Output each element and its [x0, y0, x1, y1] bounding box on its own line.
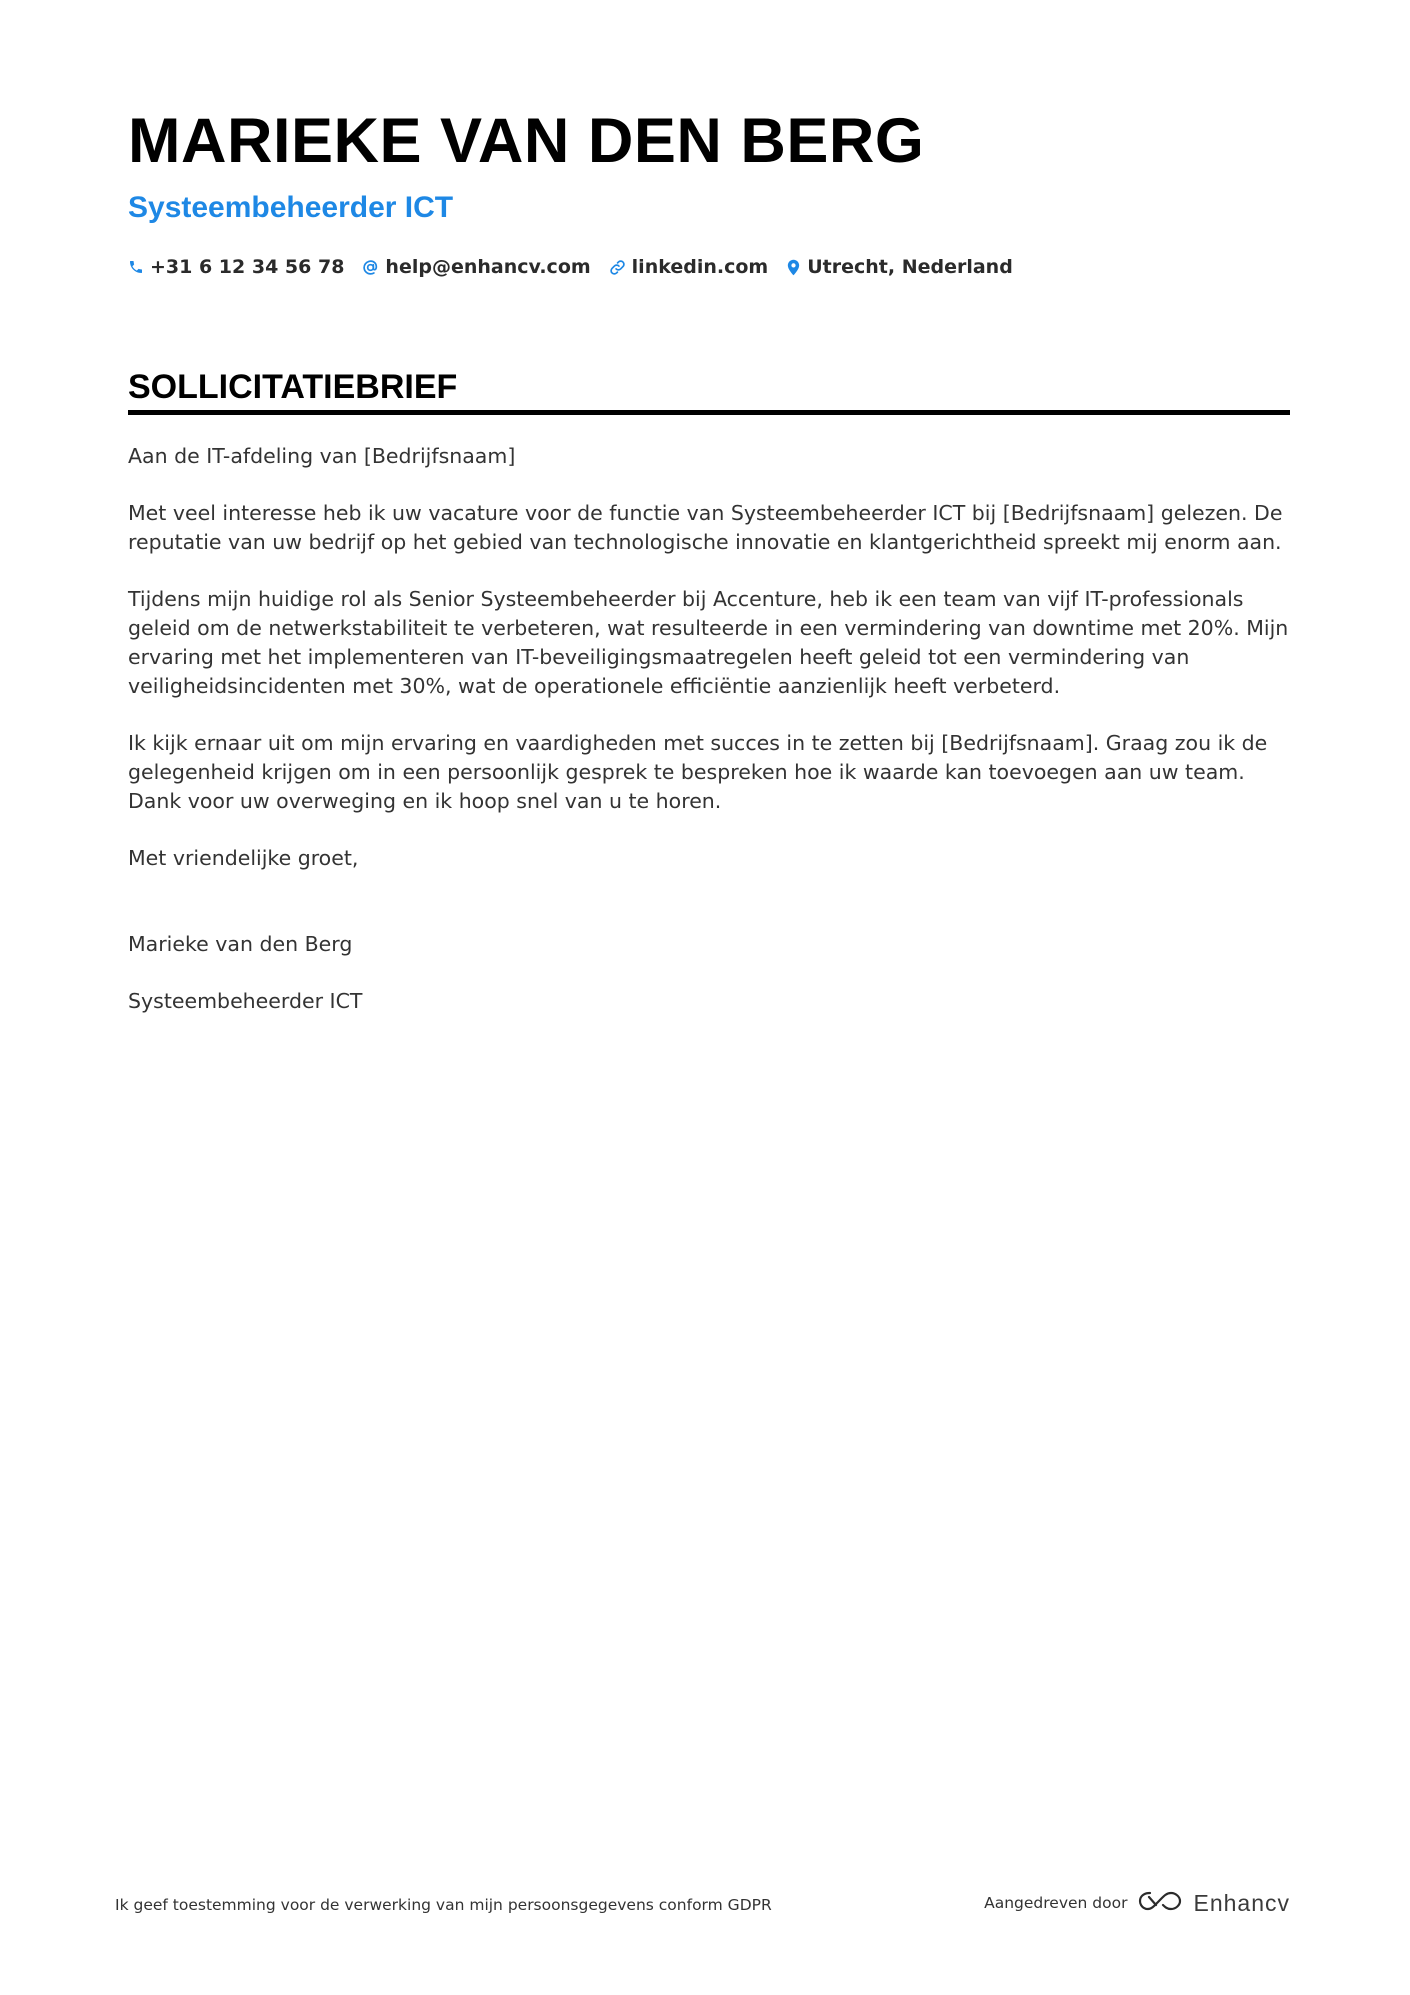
- link-icon: [609, 259, 626, 276]
- section-title: SOLLICITATIEBRIEF: [128, 368, 458, 406]
- letter-salutation: Aan de IT-afdeling van [Bedrijfsnaam]: [128, 444, 516, 468]
- contact-bar: [128, 256, 1013, 278]
- contact-location-text: Utrecht, Nederland: [807, 256, 1013, 278]
- phone-icon: [128, 259, 144, 275]
- contact-linkedin[interactable]: [609, 256, 769, 278]
- signature-name: Marieke van den Berg: [128, 932, 353, 956]
- section-divider: [128, 410, 1290, 415]
- letter-paragraph: Tijdens mijn huidige rol als Senior Systeembeheerder bij Accenture, heb ik een team van vijf IT-professionals geleid om de netwerkstabiliteit te verbeteren, wat resulteerde in een vermindering van downtime met 20%. Mijn ervaring met het implementeren van IT-beveiligingsmaatregelen heeft geleid tot een vermindering van veiligheidsincidenten met 30%, wat de operationele efficiëntie aanzienlijk heeft verbeterd.: [128, 587, 1289, 698]
- gdpr-consent: Ik geef toestemming voor de verwerking van mijn persoonsgegevens conform GDPR: [115, 1896, 772, 1914]
- enhancv-logo-icon: [1137, 1889, 1183, 1917]
- location-pin-icon: [786, 259, 801, 276]
- contact-linkedin-text: linkedin.com: [631, 256, 769, 278]
- candidate-name: MARIEKE VAN DEN BERG: [128, 106, 925, 176]
- signature-title: Systeembeheerder ICT: [128, 989, 363, 1013]
- at-icon: [362, 259, 379, 276]
- brand-name: Enhancv: [1193, 1889, 1290, 1916]
- letter-body: [128, 442, 1290, 1016]
- contact-location: [786, 256, 1013, 278]
- contact-email[interactable]: [362, 256, 590, 278]
- letter-closing: Met vriendelijke groet,: [128, 846, 359, 870]
- contact-email-text: help@enhancv.com: [385, 256, 591, 278]
- powered-by[interactable]: [984, 1889, 1290, 1917]
- candidate-title: Systeembeheerder ICT: [128, 191, 454, 224]
- letter-paragraph: Ik kijk ernaar uit om mijn ervaring en vaardigheden met succes in te zetten bij [Bedrijfsnaam]. Graag zou ik de gelegenheid krijgen om in een persoonlijk gesprek te bespreken hoe ik waarde kan toevoegen aan uw team. Dank voor uw overweging en ik hoop snel van u te horen.: [128, 731, 1268, 813]
- contact-phone: [128, 256, 344, 278]
- contact-phone-text: +31 6 12 34 56 78: [150, 256, 345, 278]
- letter-paragraph: Met veel interesse heb ik uw vacature voor de functie van Systeembeheerder ICT bij [Bedrijfsnaam] gelezen. De reputatie van uw bedrijf op het gebied van technologische innovatie en klantgerichtheid spreekt mij enorm aan.: [128, 501, 1283, 554]
- powered-by-label: Aangedreven door: [984, 1894, 1128, 1912]
